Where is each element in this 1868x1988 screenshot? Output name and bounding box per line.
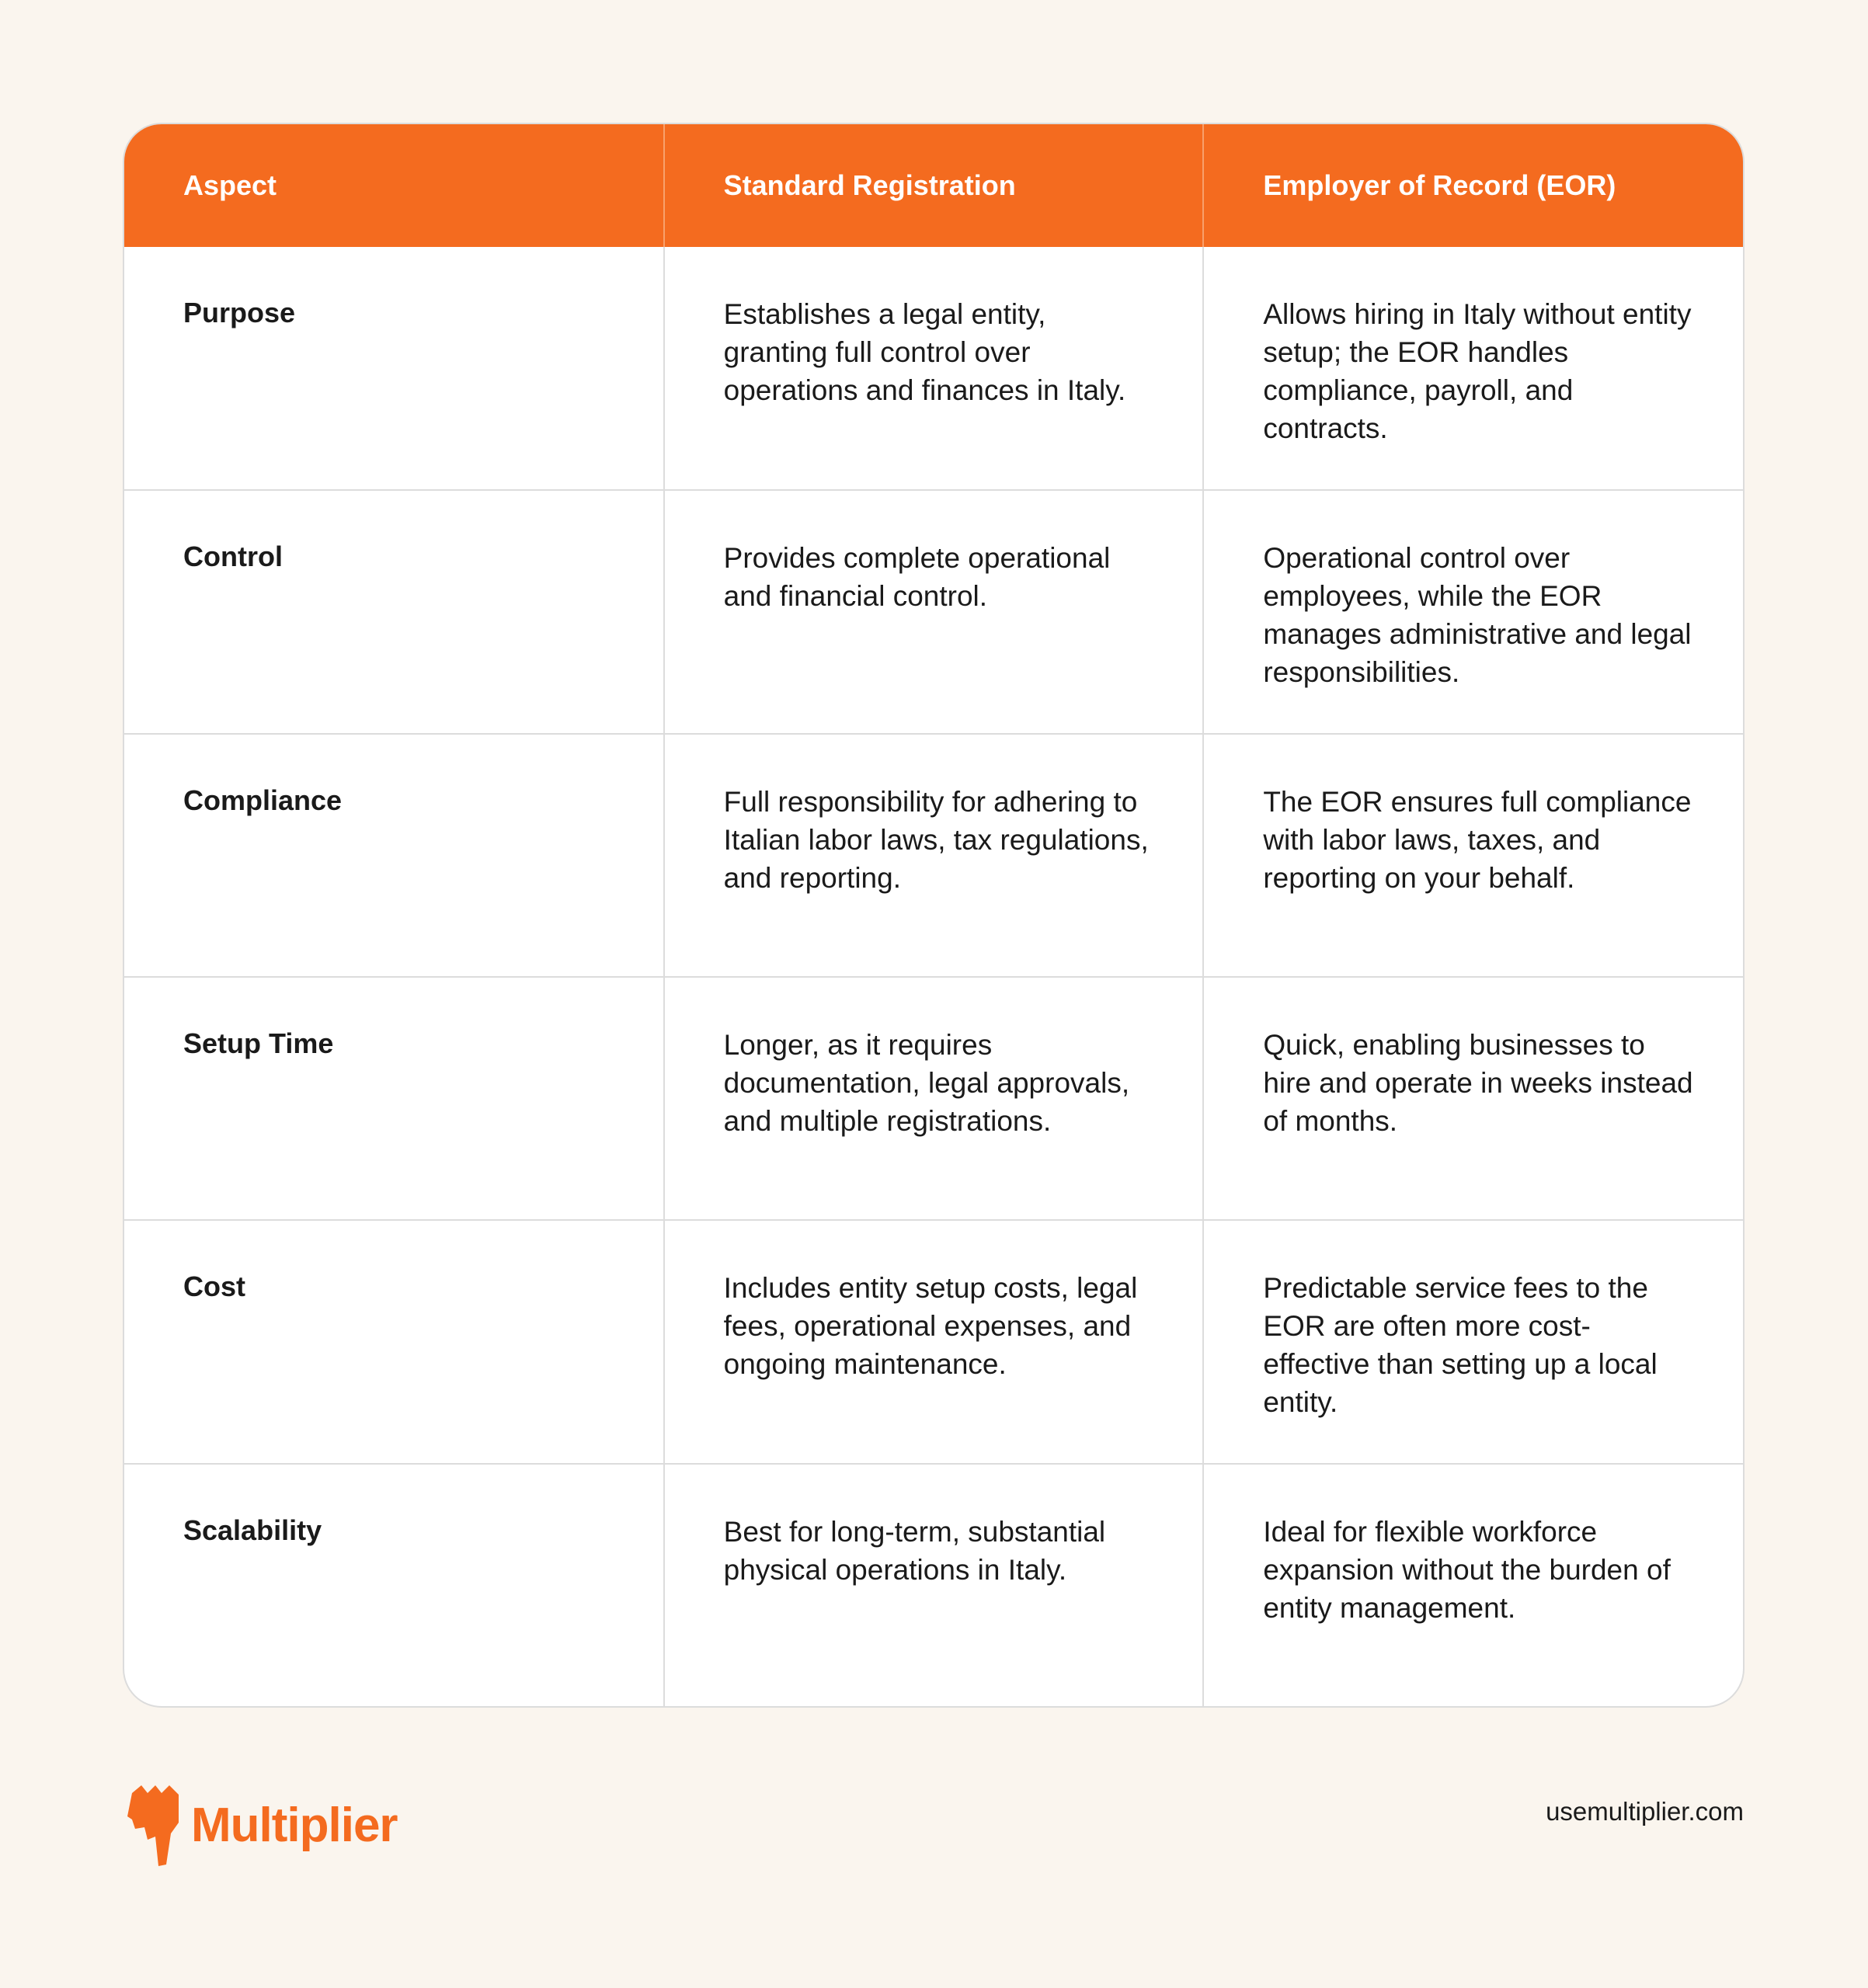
aspect-cell: Setup Time [124, 977, 664, 1220]
header-employer-of-record: Employer of Record (EOR) [1203, 124, 1743, 247]
table-row [124, 977, 1743, 1220]
aspect-cell: Scalability [124, 1464, 664, 1706]
header-standard-registration: Standard Registration [664, 124, 1204, 247]
aspect-cell: Cost [124, 1220, 664, 1463]
standard-cell: Longer, as it requires documentation, legal approvals, and multiple registrations. [664, 977, 1204, 1220]
table-row [124, 490, 1743, 733]
comparison-table-card [123, 123, 1745, 1708]
eor-cell: Allows hiring in Italy without entity setup; the EOR handles compliance, payroll, and contracts. [1263, 298, 1692, 444]
table-header-row [124, 124, 1743, 247]
aspect-cell: Control [124, 490, 664, 733]
standard-cell: Includes entity setup costs, legal fees, operational expenses, and ongoing maintenance. [664, 1220, 1204, 1463]
header-aspect: Aspect [124, 124, 664, 247]
eor-cell: Operational control over employees, while the EOR manages administrative and legal responsibilities. [1203, 490, 1743, 733]
multiplier-logo[interactable] [124, 1782, 398, 1868]
eor-cell: The EOR ensures full compliance with labor laws, taxes, and reporting on your behalf. [1203, 734, 1743, 977]
eor-cell: Ideal for flexible workforce expansion without the burden of entity management. [1203, 1464, 1743, 1706]
standard-cell: Full responsibility for adhering to Italian labor laws, tax regulations, and reporting. [664, 734, 1204, 977]
table-row [124, 247, 1743, 490]
table-row [124, 1220, 1743, 1463]
multiplier-logo-icon [124, 1782, 183, 1868]
eor-cell: Quick, enabling businesses to hire and operate in weeks instead of months. [1203, 977, 1743, 1220]
aspect-cell: Compliance [124, 734, 664, 977]
table-row [124, 1464, 1743, 1706]
table-row [124, 734, 1743, 977]
eor-cell: Predictable service fees to the EOR are often more cost-effective than setting up a local entity. [1203, 1220, 1743, 1463]
brand-name: Multiplier [191, 1798, 398, 1852]
aspect-cell: Purpose [124, 247, 664, 490]
standard-cell: Provides complete operational and financial control. [664, 490, 1204, 733]
website-url[interactable]: usemultiplier.com [1546, 1797, 1744, 1826]
comparison-table [124, 124, 1743, 1706]
standard-cell: Best for long-term, substantial physical operations in Italy. [664, 1464, 1204, 1706]
standard-cell: Establishes a legal entity, granting full control over operations and finances in Italy. [664, 247, 1204, 490]
